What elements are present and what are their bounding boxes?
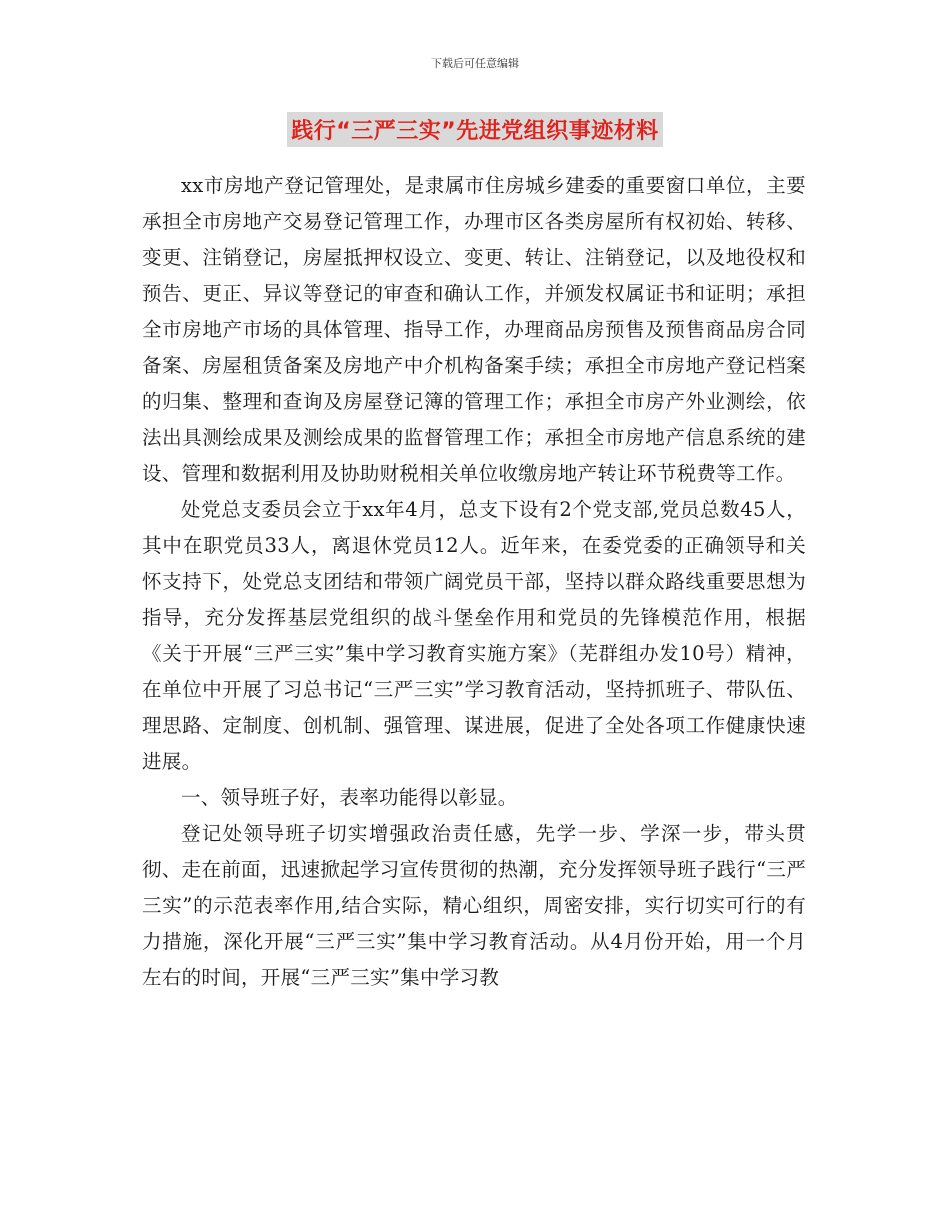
section-heading-1: 一、领导班子好，表率功能得以彰显。 — [181, 786, 518, 809]
title-container — [0, 112, 950, 147]
header-note: 下载后可任意编辑 — [431, 57, 519, 70]
document-title: 践行“三严三实”先进党组织事迹材料 — [287, 112, 662, 147]
paragraph-intro: xx市房地产登记管理处，是隶属市住房城乡建委的重要窗口单位，主要承担全市房地产交易登记管理工作，办理市区各类房屋所有权初始、转移、变更、注销登记，房屋抵押权设立、变更、转让、注销登记，以及地役权和预告、更正、异议等登记的审查和确认工作，并颁发权属证书和证明；承担全市房地产市场的具体管理、指导工作，办理商品房预售及预售商品房合同备案、房屋租赁备案及房地产中介机构备案手续；承担全市房地产登记档案的归集、整理和查询及房屋登记簿的管理工作；承担全市房产外业测绘，依法出具测绘成果及测绘成果的监督管理工作；承担全市房地产信息系统的建设、管理和数据利用及协助财税相关单位收缴房地产转让环节税费等工作。 — [142, 174, 806, 485]
paragraph-leadership: 登记处领导班子切实增强政治责任感，先学一步、学深一步，带头贯彻、走在前面，迅速掀起学习宣传贯彻的热潮，充分发挥领导班子践行“三严三实”的示范表率作用,结合实际，精心组织，周密安排，实行切实可行的有力措施，深化开展“三严三实”集中学习教育活动。从4月份开始，用一个月左右的时间，开展“三严三实”集中学习教 — [142, 822, 806, 989]
document-body — [142, 168, 806, 996]
paragraph-party-branch: 处党总支委员会立于xx年4月，总支下设有2个党支部,党员总数45人，其中在职党员33人，离退休党员12人。近年来，在委党委的正确领导和关怀支持下，处党总支团结和带领广阔党员干部，坚持以群众路线重要思想为指导，充分发挥基层党组织的战斗堡垒作用和党员的先锋模范作用，根据《关于开展“三严三实”集中学习教育实施方案》（芜群组办发10号）精神，在单位中开展了习总书记“三严三实”学习教育活动，坚持抓班子、带队伍、理思路、定制度、创机制、强管理、谋进展，促进了全处各项工作健康快速进展。 — [142, 498, 806, 773]
